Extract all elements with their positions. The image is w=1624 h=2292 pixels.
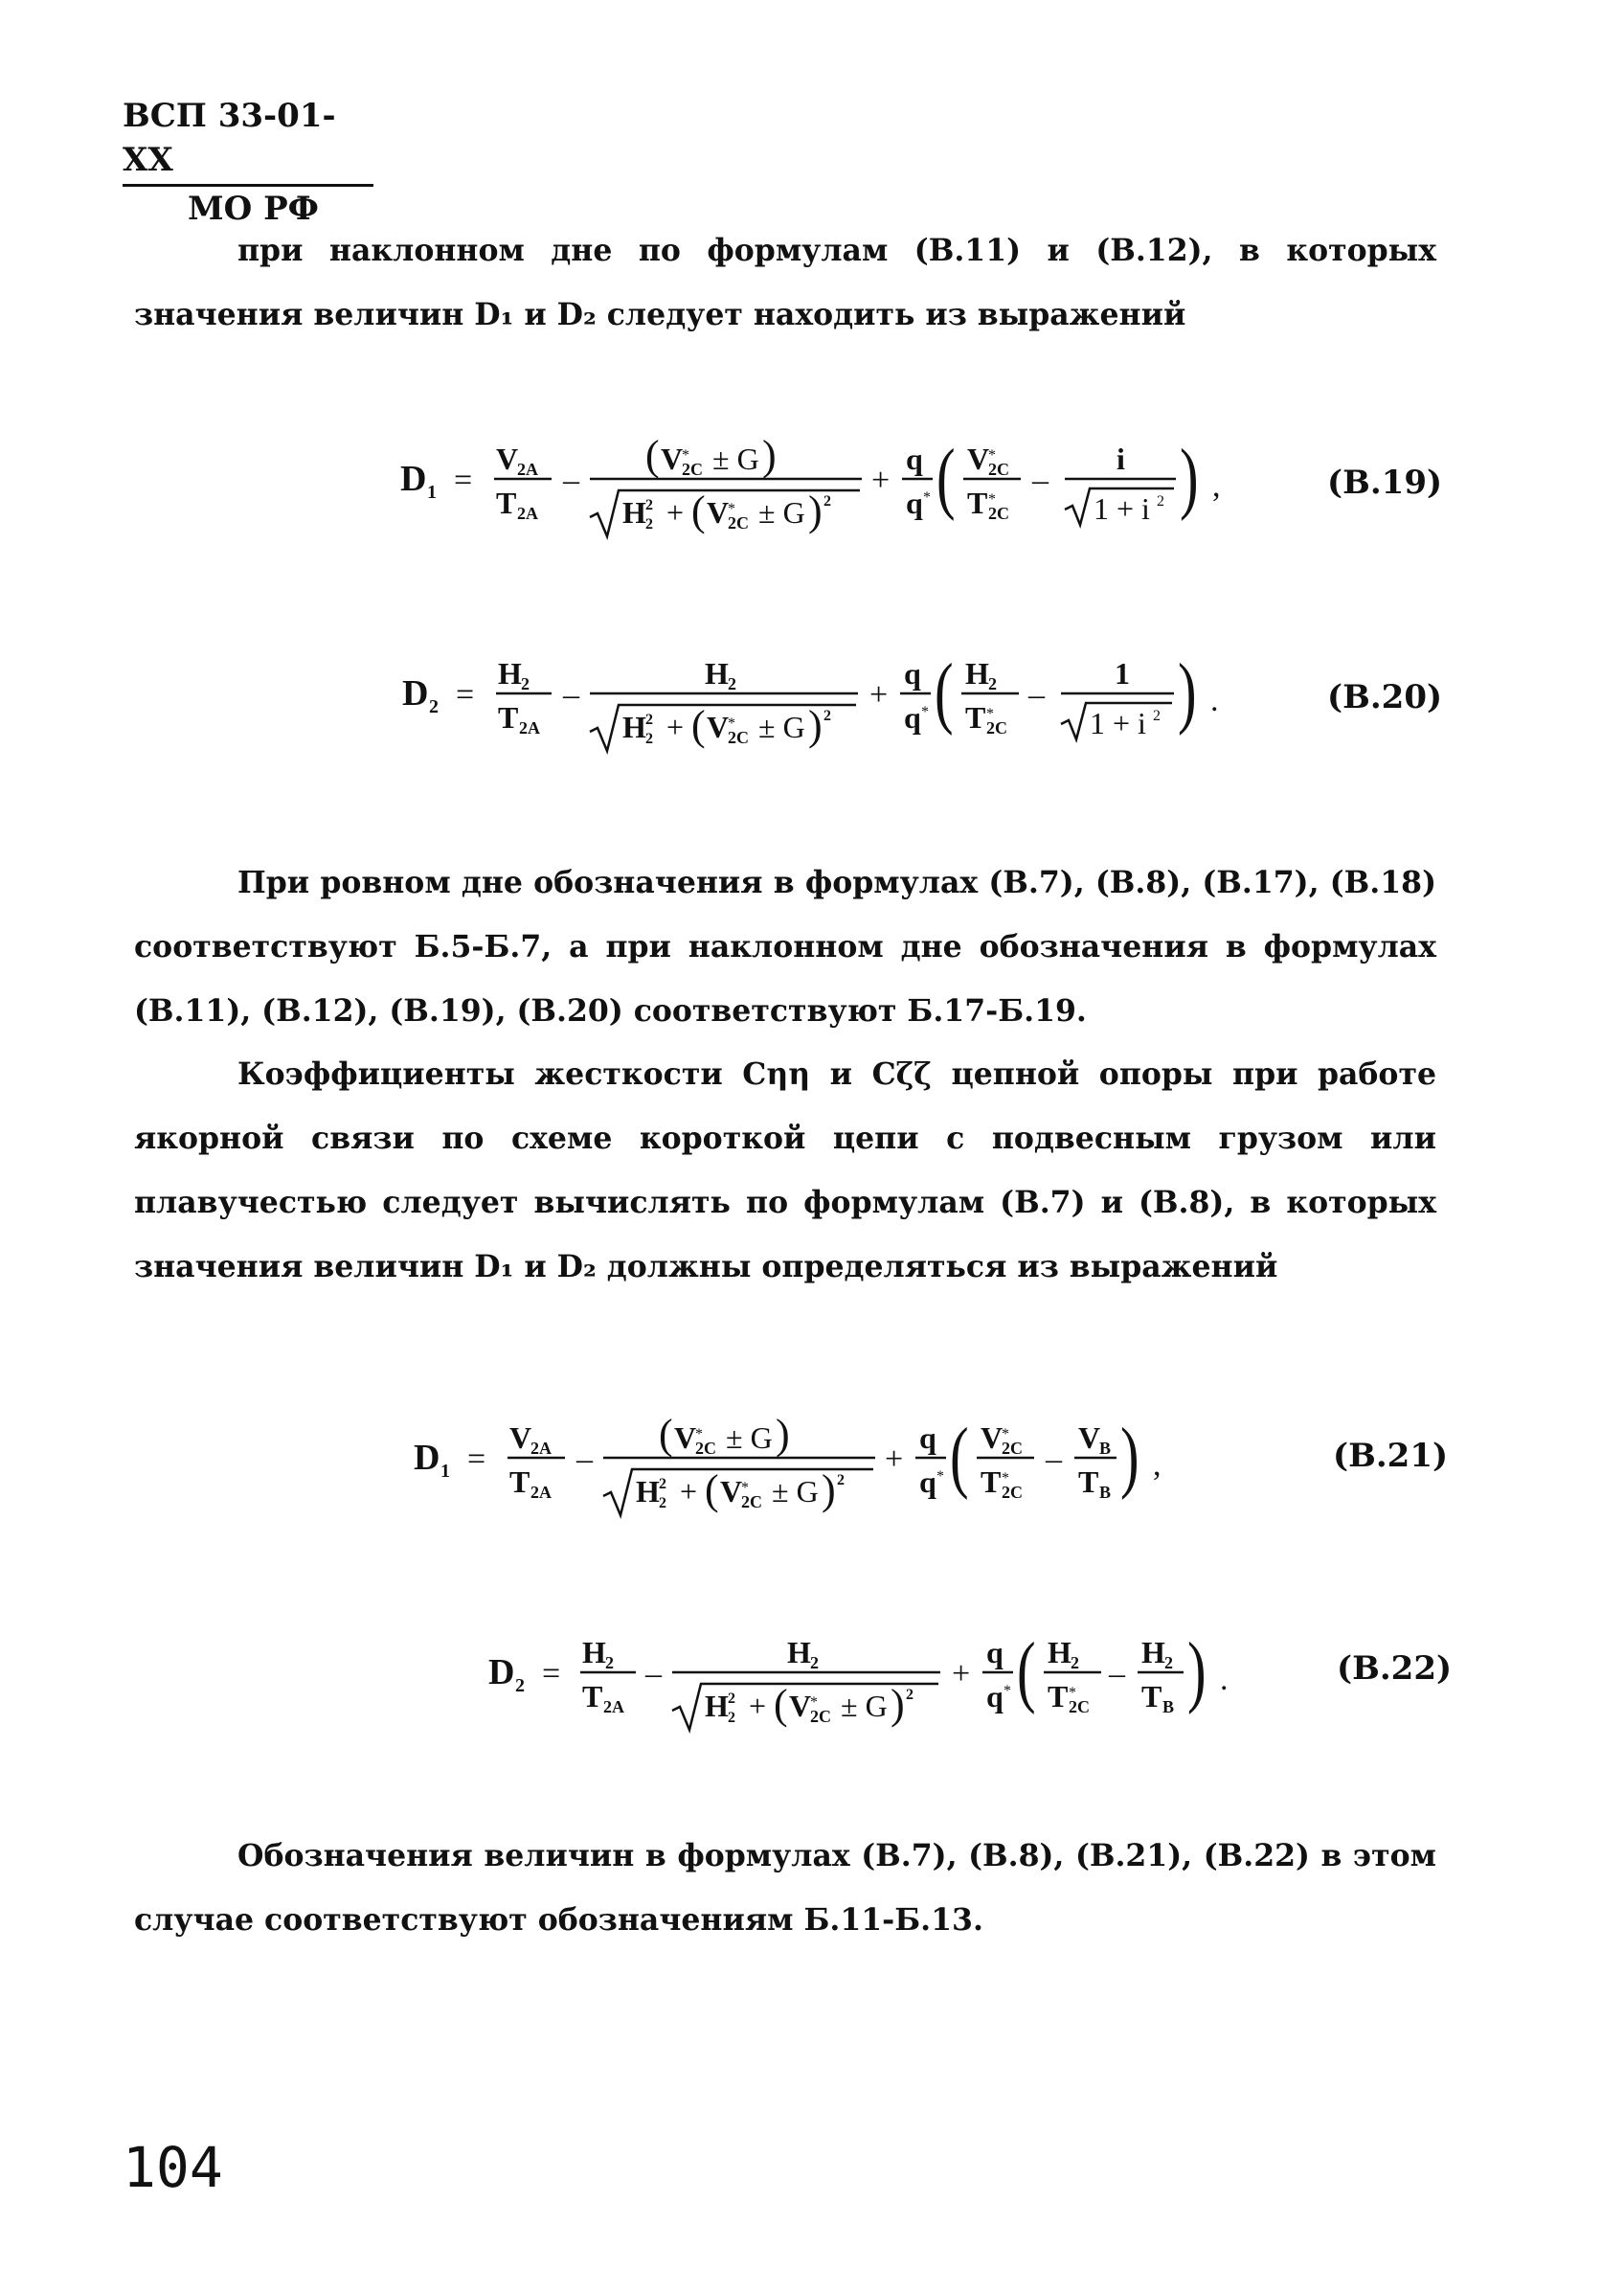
svg-text:H: H [705,1689,729,1723]
svg-text:2: 2 [728,1691,735,1707]
svg-text:*: * [810,1694,818,1711]
svg-text:+: + [666,495,685,530]
svg-text:(: ( [935,646,954,737]
svg-text:H: H [622,710,646,744]
svg-text:(: ( [691,702,706,749]
svg-text:T: T [498,700,519,735]
svg-text:*: * [728,501,735,517]
svg-text:+: + [871,463,891,498]
svg-text:2A: 2A [603,1697,624,1716]
svg-text:q: q [904,656,921,691]
svg-text:+: + [749,1689,767,1723]
svg-text:V: V [1078,1420,1101,1455]
svg-text:2C: 2C [986,718,1007,738]
svg-text:q: q [906,486,923,520]
svg-text:T: T [582,1679,603,1713]
svg-text:2C: 2C [988,460,1009,479]
svg-text:*: * [923,489,931,506]
svg-text:q: q [919,1420,936,1455]
svg-text:=: = [456,677,475,713]
svg-text:V: V [720,1474,743,1509]
svg-text:2: 2 [728,674,736,693]
svg-text:H: H [1141,1635,1165,1669]
svg-text:T: T [967,486,988,520]
svg-text:1: 1 [1115,656,1130,691]
formula-b22 [488,1615,1254,1754]
svg-text:2A: 2A [519,718,540,738]
svg-text:H: H [705,656,729,691]
svg-text:*: * [921,704,929,720]
svg-text:± G: ± G [712,442,759,476]
svg-text:*: * [695,1426,703,1442]
svg-text:*: * [988,491,996,508]
svg-text:T: T [509,1464,530,1499]
svg-text:q: q [906,442,923,476]
paragraph-1 [134,218,1436,347]
document-organization: МО РФ [188,190,319,228]
svg-text:B: B [1099,1483,1112,1502]
svg-text:2: 2 [1164,1653,1173,1672]
svg-text:± G: ± G [772,1474,819,1509]
svg-text:T: T [965,700,986,735]
equation-number-b20: (В.20) [1327,678,1443,716]
svg-text:H: H [582,1635,606,1669]
svg-text:): ) [891,1681,905,1728]
svg-text:2A: 2A [517,460,538,479]
svg-text:+: + [869,677,889,713]
svg-text:T: T [1141,1679,1162,1713]
svg-text:H: H [622,495,646,530]
svg-text:2: 2 [515,1675,525,1696]
svg-text:): ) [1187,1624,1207,1715]
svg-text:(: ( [936,431,956,522]
svg-text:2C: 2C [728,513,749,533]
svg-text:V: V [981,1420,1004,1455]
svg-text:2: 2 [988,674,997,693]
equation-number-b21: (В.21) [1333,1437,1449,1475]
svg-text:H: H [636,1474,660,1509]
svg-text:2C: 2C [741,1492,762,1511]
svg-text:q: q [919,1464,936,1499]
svg-text:2: 2 [521,674,530,693]
svg-text:2A: 2A [530,1439,552,1458]
svg-text:2: 2 [1071,1653,1079,1672]
svg-text:V: V [789,1689,812,1723]
svg-text:± G: ± G [758,710,805,744]
svg-text:+: + [680,1474,698,1509]
paragraph-2-text: При ровном дне обозначения в формулах (В.7), (В.8), (В.17), (В.18) соответствуют Б.5-Б.7, а при наклонном дне обозначения в формулах (В.11), (В.12), (В.19), (В.20) соответствуют Б.17-Б.19. [134,865,1436,1029]
svg-text:V: V [661,442,684,476]
svg-text:–: – [576,1441,593,1477]
svg-text:(: ( [1017,1624,1036,1715]
svg-text:2: 2 [837,1472,845,1488]
svg-text:2: 2 [823,493,831,510]
svg-text:=: = [454,463,473,498]
svg-text:2: 2 [429,696,439,717]
svg-text:*: * [728,715,735,732]
svg-text:H: H [1048,1635,1071,1669]
svg-text:T: T [496,486,517,520]
svg-text:2: 2 [659,1476,666,1492]
svg-text:,: , [1212,468,1221,504]
svg-text:2: 2 [645,712,653,728]
svg-text:2: 2 [1153,708,1161,724]
svg-text:1: 1 [427,482,437,503]
svg-text:V: V [496,442,519,476]
equation-number-b19: (В.19) [1327,464,1443,502]
svg-text:*: * [1004,1683,1011,1699]
svg-text:=: = [542,1656,561,1691]
svg-text:(: ( [705,1466,719,1513]
svg-text:V: V [707,710,730,744]
paragraph-4-text: Обозначения величин в формулах (В.7), (В.8), (В.21), (В.22) в этом случае соответствуют обозначениям Б.11-Б.13. [134,1838,1436,1938]
svg-text:2C: 2C [728,728,749,747]
svg-text:2: 2 [645,731,653,747]
svg-text:(: ( [691,488,706,534]
svg-text:.: . [1210,683,1219,718]
svg-text:*: * [682,447,689,464]
svg-text:): ) [1180,431,1199,522]
svg-text:T: T [1048,1679,1069,1713]
svg-text:q: q [986,1635,1004,1669]
svg-text:V: V [707,495,730,530]
svg-text:2A: 2A [530,1483,552,1502]
svg-text:+: + [666,710,685,744]
svg-text:2C: 2C [682,460,703,479]
svg-text:V: V [509,1420,532,1455]
svg-text:2: 2 [659,1495,666,1511]
paragraph-4 [134,1824,1436,1952]
svg-text:2: 2 [1157,493,1164,510]
svg-text:–: – [1046,1441,1062,1477]
formula-b20 [402,636,1245,775]
paragraph-1-text: при наклонном дне по формулам (В.11) и (В.12), в которых значения величин D₁ и D₂ следует находить из выражений [134,233,1436,332]
svg-text:(: ( [645,432,660,479]
svg-text:*: * [1069,1685,1076,1701]
svg-text:.: . [1220,1662,1229,1697]
svg-text:q: q [904,700,921,735]
paragraph-2 [134,851,1436,1043]
svg-text:–: – [1028,677,1045,713]
svg-text:D: D [414,1438,440,1478]
svg-text:2: 2 [728,1710,735,1726]
svg-text:2C: 2C [1002,1483,1023,1502]
svg-text:T: T [1078,1464,1099,1499]
svg-text:–: – [563,463,579,498]
paragraph-3-text: Коэффициенты жесткости Cηη и Cζζ цепной опоры при работе якорной связи по схеме короткой цепи с подвесным грузом или плавучестью следует вычислять по формулам (В.7) и (В.8), в которых значения величин D₁ и D₂ должны определяться из выражений [134,1056,1436,1284]
svg-text:*: * [988,447,996,464]
svg-text:± G: ± G [841,1689,888,1723]
svg-text:q: q [986,1679,1004,1713]
svg-text:2C: 2C [810,1707,831,1726]
svg-text:2: 2 [906,1687,914,1703]
svg-text:2: 2 [645,497,653,513]
formula-b21 [414,1400,1199,1539]
svg-text:B: B [1099,1439,1112,1458]
svg-text:1 + i: 1 + i [1094,491,1150,526]
svg-text:± G: ± G [726,1420,773,1455]
svg-text:–: – [1109,1656,1125,1691]
svg-text:): ) [808,702,823,749]
svg-text:i: i [1116,442,1125,476]
svg-text:): ) [776,1411,790,1458]
svg-text:(: ( [659,1411,673,1458]
svg-text:–: – [1032,463,1049,498]
svg-text:–: – [563,677,579,713]
svg-text:1 + i: 1 + i [1090,706,1146,740]
svg-text:2: 2 [810,1653,819,1672]
svg-text:2: 2 [645,516,653,533]
svg-text:*: * [936,1468,944,1485]
svg-text:*: * [986,706,994,722]
svg-text:V: V [674,1420,697,1455]
svg-text:*: * [1002,1426,1009,1442]
svg-text:(: ( [950,1410,969,1501]
svg-text:2A: 2A [517,504,538,523]
svg-text:V: V [967,442,990,476]
svg-text:2C: 2C [695,1439,716,1458]
svg-text:B: B [1162,1697,1175,1716]
svg-text:): ) [762,432,777,479]
svg-text:): ) [1120,1410,1139,1501]
svg-text:+: + [885,1441,904,1477]
svg-text:D: D [400,459,427,499]
svg-text:(: ( [774,1681,788,1728]
svg-text:,: , [1153,1447,1162,1483]
paragraph-3 [134,1042,1436,1299]
svg-text:): ) [822,1466,836,1513]
svg-text:1: 1 [440,1461,450,1482]
svg-text:2: 2 [605,1653,614,1672]
svg-text:): ) [1178,646,1197,737]
svg-text:2C: 2C [1002,1439,1023,1458]
svg-text:2C: 2C [988,504,1009,523]
svg-text:2: 2 [823,708,831,724]
svg-text:H: H [498,656,522,691]
document-header [123,94,373,231]
svg-text:D: D [488,1652,515,1692]
svg-text:): ) [808,488,823,534]
svg-text:*: * [741,1480,749,1496]
svg-text:H: H [965,656,989,691]
formula-b19 [400,421,1243,560]
svg-text:–: – [645,1656,662,1691]
page-number: 104 [123,2135,223,2200]
svg-text:2C: 2C [1069,1697,1090,1716]
document-code: ВСП 33-01-ХХ [123,94,373,187]
svg-text:+: + [952,1656,971,1691]
svg-text:T: T [981,1464,1002,1499]
svg-text:± G: ± G [758,495,805,530]
equation-number-b22: (В.22) [1337,1649,1453,1688]
svg-text:=: = [467,1441,486,1477]
svg-text:*: * [1002,1470,1009,1486]
svg-text:D: D [402,673,429,714]
svg-text:H: H [787,1635,811,1669]
